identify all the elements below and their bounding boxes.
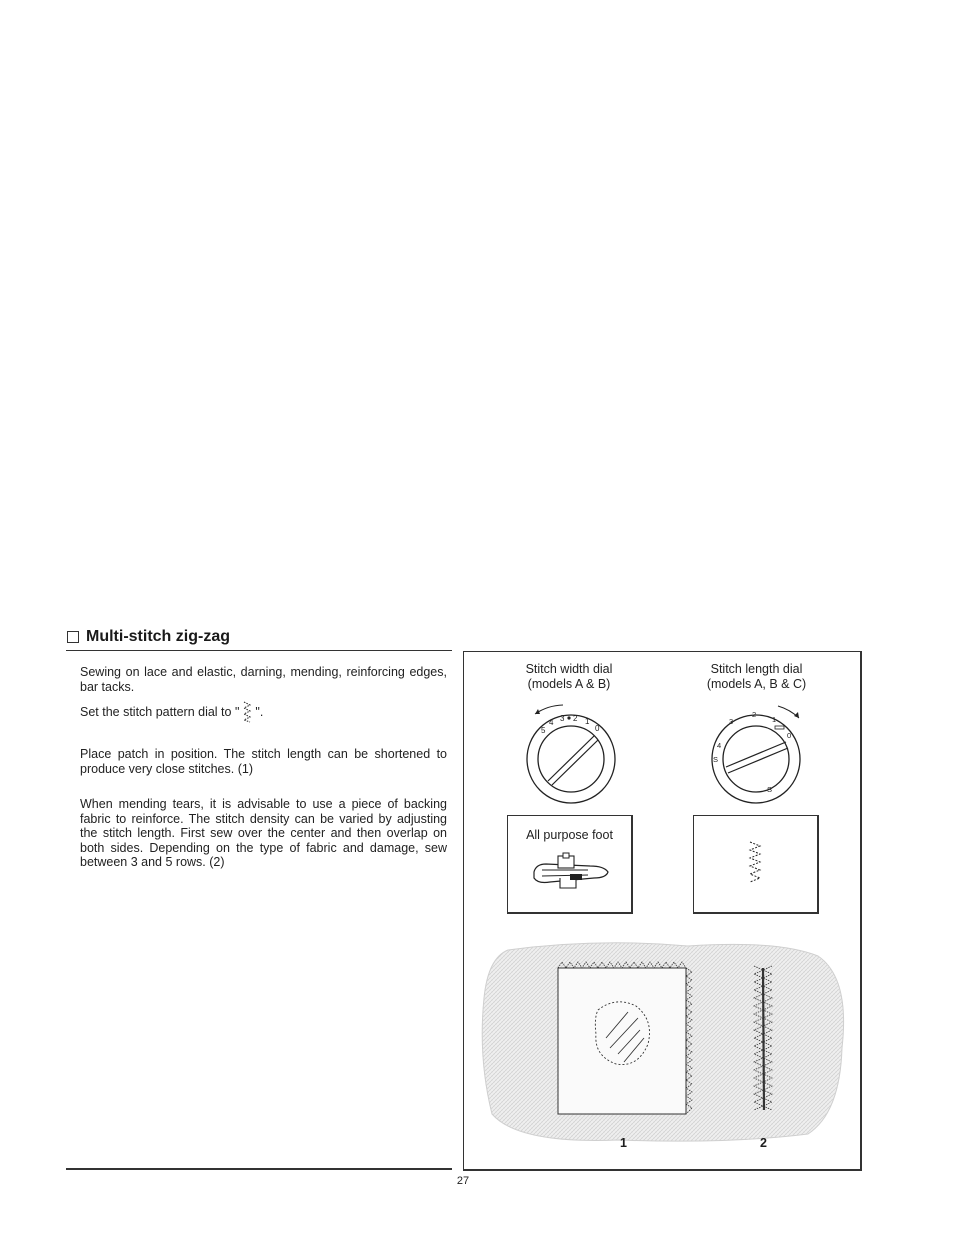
length-mark-1: 1: [772, 715, 777, 724]
length-mark-0: 0: [787, 731, 792, 740]
paragraph-uses: Sewing on lace and elastic, darning, mending, reinforcing edges, bar tacks.: [80, 665, 447, 694]
length-dial-label-line1: Stitch length dial: [710, 662, 803, 676]
stitch-pattern-box: [693, 815, 819, 914]
length-dial-label-line2: (models A, B & C): [706, 677, 807, 691]
length-mark-4: 4: [717, 741, 722, 750]
width-mark-3: 3: [560, 714, 565, 723]
stitch-length-dial: [704, 700, 814, 805]
checkbox-square-icon: [67, 631, 79, 643]
width-dial-label: [504, 662, 634, 692]
length-mark-2: 2: [752, 710, 757, 719]
mending-illustration: [478, 938, 848, 1148]
callout-2: 2: [760, 1136, 767, 1150]
width-mark-1: 1: [585, 717, 590, 726]
length-mark-s-bottom: S: [767, 785, 773, 794]
length-mark-3: 3: [729, 717, 734, 726]
paragraph-mending: When mending tears, it is advisable to use a piece of backing fabric to reinforce. The stitch density can be varied by adjusting the stitch length. First sew over the center and then overlap on both sides. Depending on the type of fabric and damage, sew between 3 and 5 rows. (2): [80, 797, 447, 869]
length-mark-s: S: [713, 755, 719, 764]
multi-stitch-zigzag-pattern-icon: [745, 840, 767, 886]
width-dial-label-line1: Stitch width dial: [525, 662, 613, 676]
set-dial-prefix: Set the stitch pattern dial to ": [80, 704, 240, 719]
length-dial-label: [689, 662, 824, 692]
presser-foot-icon: [530, 852, 612, 896]
page-number: 27: [456, 1175, 470, 1187]
width-mark-0: 0: [595, 724, 600, 733]
section-heading: [67, 626, 230, 648]
multi-stitch-zigzag-icon: [241, 701, 253, 723]
paragraph-set-dial: [80, 700, 447, 724]
width-mark-4: 4: [549, 718, 554, 727]
footer-rule: [66, 1168, 452, 1170]
foot-label: All purpose foot: [526, 828, 613, 842]
stitch-width-dial: [519, 700, 624, 805]
paragraph-patch: Place patch in position. The stitch length can be shortened to produce very close stitches. (1): [80, 747, 447, 776]
all-purpose-foot-box: [507, 815, 633, 914]
section-title: Multi-stitch zig-zag: [86, 628, 230, 645]
header-rule: [66, 650, 452, 651]
illustration-panel: [463, 651, 862, 1171]
set-dial-suffix: ".: [255, 704, 264, 719]
callout-1: 1: [620, 1136, 627, 1150]
width-dial-label-line2: (models A & B): [527, 677, 611, 691]
width-mark-2: 2: [573, 714, 578, 723]
width-mark-5: 5: [541, 726, 546, 735]
